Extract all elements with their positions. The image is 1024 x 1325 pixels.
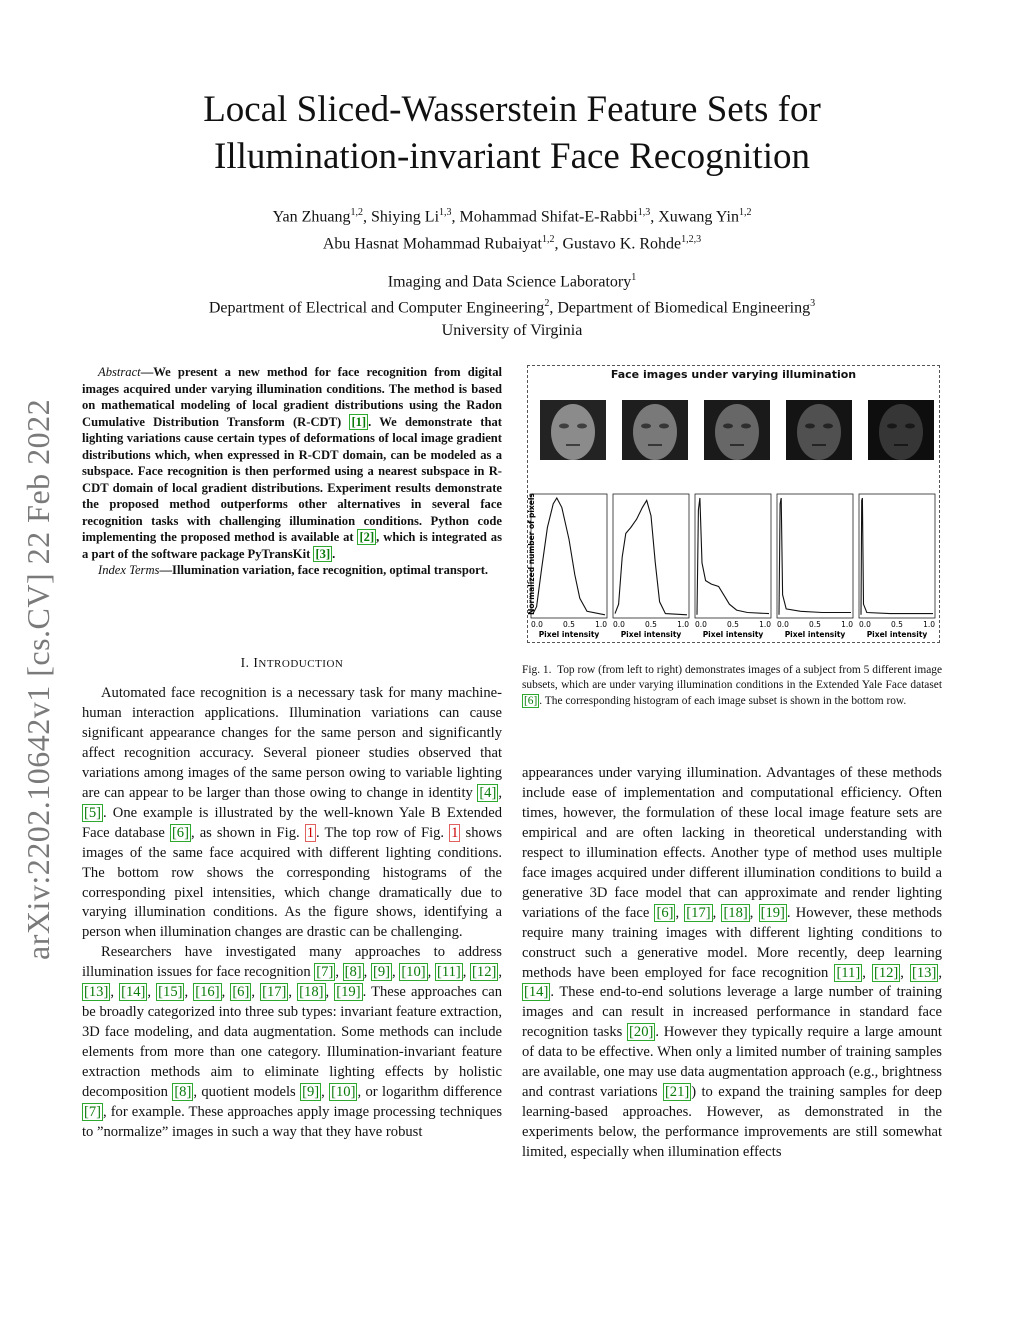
citation-link[interactable]: [18] — [723, 904, 748, 921]
citation-link[interactable]: [19] — [760, 904, 785, 921]
citation-link[interactable]: [6] — [524, 694, 538, 707]
citation-link[interactable]: [6] — [656, 904, 674, 921]
text-run: , — [335, 964, 343, 981]
author-affiliation-sup: 1,3 — [637, 207, 651, 218]
author-separator: , — [554, 235, 563, 253]
author-affiliation-sup: 1,2 — [350, 207, 363, 218]
caption-text — [522, 664, 942, 708]
affiliation-ece: Department of Electrical and Computer Engineering — [208, 299, 545, 317]
citation-link[interactable]: [2] — [359, 530, 375, 544]
x-axis-label: Pixel intensity — [620, 630, 682, 639]
tick-label: 1.0 — [595, 620, 607, 629]
author-name: Mohammad Shifat-E-Rabbi — [459, 208, 638, 226]
text-run: appearances under varying illumination. Advantages of these methods include ease of implementation and computational efficiency. Often times, however, the formulation of these local image feature sets are empirical and are often lacking in theoretical understanding with respect to illumination effects. Another type of method uses multiple face images acquired under different illumination conditions to build a generative 3D face model that can approximate and render lighting variations of the face — [522, 765, 942, 921]
citation-link[interactable]: [12] — [873, 964, 899, 981]
text-run: . The corresponding histogram of each image subset is shown in the bottom row. — [539, 694, 907, 707]
section-number: I. — [240, 655, 250, 670]
author-name: Shiying Li — [371, 208, 440, 226]
tick-label: 0.0 — [777, 620, 789, 629]
citation-link[interactable]: [13] — [912, 964, 937, 981]
text-run: , — [184, 984, 194, 1001]
figure-1 — [527, 365, 940, 643]
face-shape — [797, 404, 841, 460]
x-axis-label: Pixel intensity — [538, 630, 600, 639]
citation-link[interactable]: [4] — [479, 784, 497, 801]
author-separator: , — [650, 208, 659, 226]
text-run: ) to expand the training samples for deep learning-based approaches. However, as demonstrated in the experiments below, the performance improvements are still somewhat limited, especially when illumination effects — [522, 1084, 943, 1161]
text-run: , — [900, 964, 911, 981]
body-paragraph — [522, 764, 942, 1163]
tick-label: 1.0 — [759, 620, 771, 629]
citation-link[interactable]: [16] — [195, 984, 220, 1001]
face-eye — [905, 424, 915, 429]
histogram-frame — [777, 494, 853, 618]
text-run: , — [321, 1084, 330, 1101]
tick-label: 0.0 — [531, 620, 543, 629]
histogram-frame — [859, 494, 935, 618]
citation-link[interactable]: [17] — [686, 904, 711, 921]
tick-label: 0.5 — [891, 620, 903, 629]
citation-link[interactable]: [5] — [84, 804, 102, 821]
text-run: , — [325, 984, 335, 1001]
figure-panels — [528, 366, 939, 642]
author-list — [0, 201, 1024, 256]
author-line-2 — [0, 228, 1024, 255]
tick-label: 0.0 — [613, 620, 625, 629]
section-title-initial: I — [253, 655, 259, 670]
text-run: , — [147, 984, 157, 1001]
author-line-1 — [0, 201, 1024, 228]
text-run: , — [462, 964, 471, 981]
affiliation-bme: , Department of Biomedical Engineering — [549, 299, 811, 317]
abstract-label: Abstract — [98, 365, 141, 379]
figure-reference-link[interactable]: 1 — [306, 824, 315, 841]
text-run: , — [363, 964, 371, 981]
citation-link[interactable]: [8] — [344, 964, 362, 981]
y-axis-label: Normalized number of pixels — [527, 493, 536, 615]
face-eye — [641, 424, 651, 429]
face-shape — [879, 404, 923, 460]
author-separator: , — [451, 208, 460, 226]
face-eye — [577, 424, 587, 429]
text-run: , — [498, 784, 502, 801]
figure-caption — [522, 663, 942, 709]
affiliation-line-3: University of Virginia — [441, 321, 583, 339]
text-run: —We present a new method for face recognition from digital images acquired under varying illumination conditions. The method is based on mathematical modeling of local gradient distributions using the Radon Cumulative Distribution Transform (R-CDT) — [82, 365, 502, 429]
figure-title: Face images under varying illumination — [610, 368, 857, 381]
paper-title — [0, 86, 1024, 180]
face-eye — [805, 424, 815, 429]
face-eye — [741, 424, 751, 429]
citation-link[interactable]: [8] — [174, 1084, 192, 1101]
citation-link[interactable]: [6] — [232, 984, 250, 1001]
face-eye — [823, 424, 833, 429]
caption-label: Fig. 1. — [522, 664, 552, 676]
citation-link[interactable]: [10] — [331, 1084, 356, 1101]
author-affiliation-sup: 1,2 — [738, 207, 752, 218]
text-run: , or logarithm difference — [357, 1084, 502, 1101]
text-run: Researchers have investigated many approaches to address illumination issues for face recognition — [82, 944, 502, 981]
x-axis-label: Pixel intensity — [702, 630, 764, 639]
affiliation-lab: Imaging and Data Science Laboratory — [387, 273, 632, 291]
citation-link[interactable]: [10] — [401, 964, 426, 981]
citation-link[interactable]: [1] — [351, 414, 367, 429]
text-run: Top row (from left to right) demonstrates images of a subject from 5 different image subsets, which are under varying illumination conditions in the Extended Yale Face dataset — [522, 664, 942, 692]
text-run: , — [288, 984, 298, 1001]
affiliation-line-2 — [0, 293, 1024, 319]
citation-link[interactable]: [20] — [629, 1024, 654, 1041]
text-run: , — [110, 984, 120, 1001]
face-eye — [723, 424, 733, 429]
body-paragraph — [82, 943, 502, 1143]
tick-label: 0.0 — [695, 620, 707, 629]
text-run: . — [332, 546, 336, 561]
body-paragraph — [82, 684, 502, 943]
tick-label: 0.5 — [563, 620, 575, 629]
citation-link[interactable]: [15] — [158, 984, 183, 1001]
face-shape — [715, 404, 759, 460]
title-line-1: Local Sliced-Wasserstein Feature Sets for — [203, 89, 821, 130]
citation-link[interactable]: [9] — [372, 964, 390, 981]
face-shape — [551, 404, 595, 460]
citation-link[interactable]: [3] — [315, 546, 331, 561]
section-title-rest: NTRODUCTION — [258, 658, 344, 670]
affiliation-sup: 3 — [810, 298, 816, 310]
title-line-2: Illumination-invariant Face Recognition — [214, 136, 810, 177]
abstract — [82, 364, 502, 579]
face-eye — [887, 424, 897, 429]
tick-label: 1.0 — [923, 620, 935, 629]
text-run: , for example. These approaches apply image processing techniques to ”normalize” images in such a way that they have robust — [82, 1104, 502, 1140]
text-run: , — [712, 904, 722, 921]
author-separator: , — [363, 208, 371, 226]
text-run: , — [251, 984, 261, 1001]
text-run: . However they typically require a large amount of data to be effective. When only a limited number of training samples are available, one may use data augmentation approach (e.g., brightness and contrast variations — [522, 1024, 942, 1101]
citation-link[interactable]: [17] — [262, 984, 287, 1001]
author-affiliation-sup: 1,3 — [439, 207, 452, 218]
affiliation-sup: 2 — [544, 298, 550, 310]
left-column-body — [82, 684, 502, 1143]
affiliation-line-1 — [0, 267, 1024, 293]
text-run: , quotient models — [193, 1084, 301, 1101]
x-axis-label: Pixel intensity — [866, 630, 928, 639]
citation-link[interactable]: [14] — [121, 984, 146, 1001]
tick-label: 0.0 — [859, 620, 871, 629]
author-name: Abu Hasnat Mohammad Rubaiyat — [322, 235, 542, 253]
index-terms-label: Index Terms — [98, 563, 160, 577]
text-run: , — [675, 904, 685, 921]
text-run: . We demonstrate that lighting variations cause certain types of deformations of local image gradient distributions which, when expressed in R-CDT domain, can be modeled as a subspace. Face recognition is then performed using a nearest subspace in R-CDT domain of local gradient distributions. Experiment results demonstrate the proposed method outperforms other alternatives in several face recognition tasks with challenging illumination conditions. Python code implementing the proposed method is available at — [82, 414, 502, 544]
text-run: , — [427, 964, 435, 981]
citation-link[interactable]: [11] — [436, 964, 461, 981]
affiliations — [0, 267, 1024, 342]
citation-link[interactable]: [6] — [171, 824, 189, 841]
affiliation-sup: 1 — [631, 272, 637, 283]
citation-link[interactable]: [21] — [664, 1084, 690, 1101]
face-eye — [559, 424, 569, 429]
right-column-body — [522, 764, 942, 1163]
author-affiliation-sup: 1,2 — [541, 234, 555, 246]
citation-link[interactable]: [7] — [316, 964, 334, 981]
text-run: . These end-to-end solutions leverage a large number of training images and can result in increased performance in standard face recognition tasks — [522, 984, 942, 1041]
text-run: , — [938, 964, 942, 981]
index-terms-text: —Illumination variation, face recognition, optimal transport. — [159, 563, 489, 577]
text-run: , — [749, 904, 759, 921]
text-run: . The top row of Fig. — [316, 824, 450, 841]
text-run: . These approaches can be broadly categorized into three sub types: invariant feature extraction, 3D face modeling, and data augmentation. Some methods can include elements from more than one category. Illumination-invariant feature extraction methods aim to eliminate lighting effects by holistic decomposition — [82, 984, 502, 1101]
x-axis-label: Pixel intensity — [784, 630, 846, 639]
histogram-frame — [613, 494, 689, 618]
histogram-frame — [531, 494, 607, 618]
histogram-frame — [695, 494, 771, 618]
citation-link[interactable]: [13] — [84, 984, 109, 1001]
tick-label: 1.0 — [841, 620, 853, 629]
abstract-text — [82, 365, 502, 562]
author-name: Gustavo K. Rohde — [562, 235, 682, 253]
text-run: . One example is illustrated by the well-known Yale B Extended Face database — [82, 804, 502, 841]
text-run: . However, these methods require many training images with different lighting conditions to construct such a generative model. More recently, deep learning methods have been employed for face recognition — [522, 904, 943, 981]
author-name: Yan Zhuang — [272, 208, 351, 226]
citation-link[interactable]: [14] — [524, 984, 549, 1001]
citation-link[interactable]: [9] — [302, 1084, 320, 1101]
author-name: Xuwang Yin — [658, 208, 739, 226]
citation-link[interactable]: [12] — [472, 964, 497, 981]
citation-link[interactable]: [7] — [84, 1104, 102, 1121]
tick-label: 0.5 — [809, 620, 821, 629]
index-terms — [82, 562, 502, 579]
section-heading-introduction — [82, 655, 502, 671]
face-shape — [633, 404, 677, 460]
text-run: , which is integrated as a part of the software package PyTransKit — [82, 530, 502, 561]
text-run: , — [498, 964, 503, 981]
arxiv-identifier: arXiv:2202.10642v1 [cs.CV] 22 Feb 2022 — [20, 398, 56, 960]
author-affiliation-sup: 1,2,3 — [681, 234, 702, 246]
citation-link[interactable]: [18] — [299, 984, 324, 1001]
citation-link[interactable]: [19] — [336, 984, 361, 1001]
text-run: , — [392, 964, 400, 981]
abstract-paragraph — [82, 364, 502, 562]
face-eye — [659, 424, 669, 429]
text-run: , as shown in Fig. — [190, 824, 305, 841]
tick-label: 0.5 — [727, 620, 739, 629]
text-run: , — [221, 984, 231, 1001]
text-run: Automated face recognition is a necessary task for many machine-human interaction applications. Illumination variations can cause significant appearance changes for the same person and significantly affect recognition accuracy. Several pioneer studies observed that variations among images of the same person owing to variable lighting are can appear to be larger than those owing to change in identity — [82, 685, 502, 801]
tick-label: 0.5 — [645, 620, 657, 629]
citation-link[interactable]: [11] — [836, 964, 861, 981]
text-run: shows images of the same face acquired with different lighting conditions. The bottom row shows the corresponding histograms of the corresponding pixel intensities, which change dramatically due to varying illumination conditions. As the figure shows, identifying a person when illumination changes are drastic can be challenging. — [82, 824, 503, 941]
tick-label: 1.0 — [677, 620, 689, 629]
figure-reference-link[interactable]: 1 — [451, 824, 459, 841]
text-run: , — [862, 964, 872, 981]
